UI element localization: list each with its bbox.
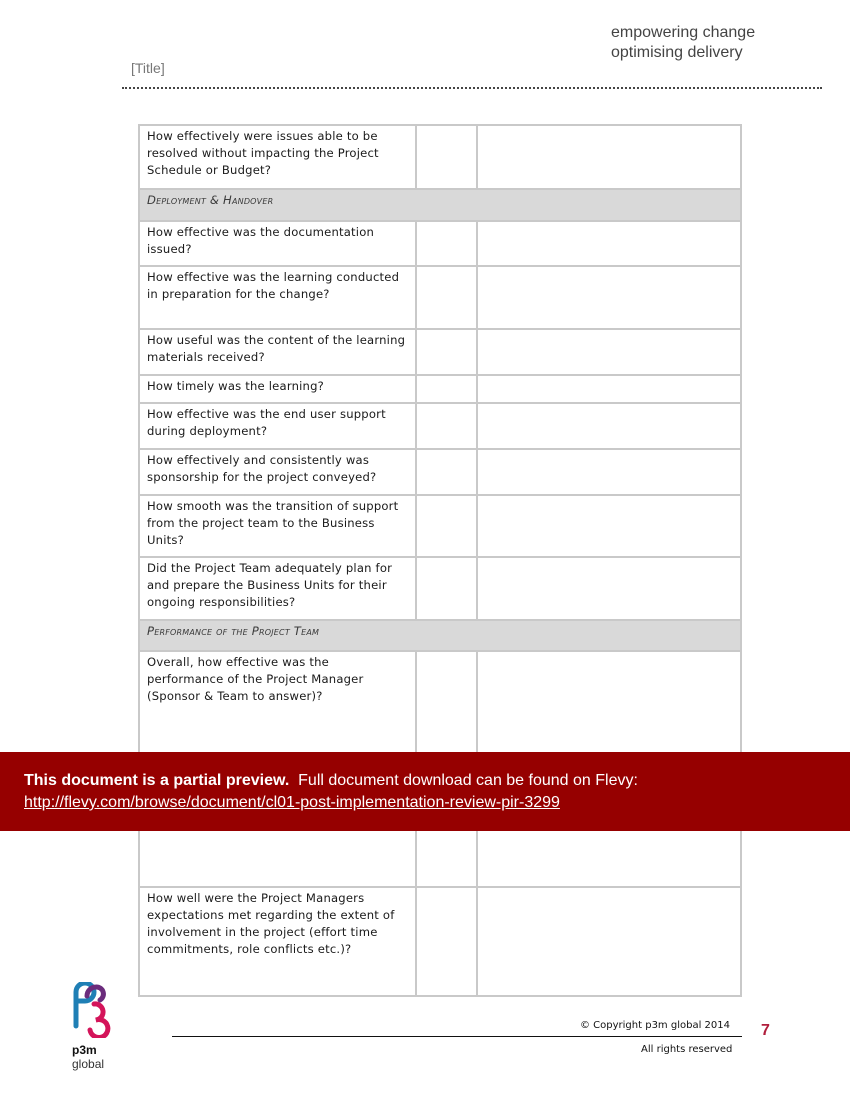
question-text: Did the Project Team adequately plan for and prepare the Business Units for their ongoing responsibilities? — [139, 557, 416, 620]
question-text: How effective was the documentation issued? — [139, 221, 416, 266]
question-row — [139, 449, 741, 495]
tagline-line-1: empowering change — [611, 24, 756, 41]
section-header-row — [139, 620, 741, 651]
question-text: Overall, how effective was the performance of the Project Manager (Sponsor & Team to answer)? — [139, 651, 416, 887]
comments-cell[interactable] — [477, 557, 741, 620]
question-row — [139, 403, 741, 449]
question-text: How effective was the learning conducted in preparation for the change? — [139, 266, 416, 329]
question-row — [139, 557, 741, 620]
review-table-body — [139, 125, 741, 996]
preview-download-link[interactable]: http://flevy.com/browse/document/cl01-post-implementation-review-pir-3299 — [24, 794, 560, 811]
preview-banner-message — [24, 772, 638, 790]
header-divider — [122, 87, 822, 89]
question-text: How effectively were issues able to be resolved without impacting the Project Schedule or Budget? — [139, 125, 416, 189]
document-title: [Title] — [131, 60, 165, 76]
rating-cell[interactable] — [416, 221, 477, 266]
page-number: 7 — [761, 1022, 770, 1039]
p3m-logo-icon — [70, 982, 118, 1038]
copyright-text: © Copyright p3m global 2014 — [580, 1020, 730, 1031]
comments-cell[interactable] — [477, 403, 741, 449]
question-row — [139, 329, 741, 375]
question-row — [139, 125, 741, 189]
section-header: Performance of the Project Team — [139, 620, 741, 651]
comments-cell[interactable] — [477, 887, 741, 996]
rating-cell[interactable] — [416, 266, 477, 329]
rating-cell[interactable] — [416, 403, 477, 449]
rights-text: All rights reserved — [641, 1044, 733, 1055]
section-header: Deployment & Handover — [139, 189, 741, 221]
comments-cell[interactable] — [477, 221, 741, 266]
brand-name: p3m — [72, 1043, 97, 1057]
question-row — [139, 495, 741, 557]
comments-cell[interactable] — [477, 266, 741, 329]
question-text: How timely was the learning? — [139, 375, 416, 403]
rating-cell[interactable] — [416, 495, 477, 557]
question-row — [139, 221, 741, 266]
tagline-line-2: optimising delivery — [611, 44, 743, 61]
rating-cell[interactable] — [416, 557, 477, 620]
footer-divider — [172, 1036, 742, 1037]
rating-cell[interactable] — [416, 887, 477, 996]
preview-banner-bold: This document is a partial preview. — [24, 772, 290, 789]
preview-banner — [0, 752, 850, 831]
brand-subtitle: global — [72, 1057, 105, 1071]
question-row — [139, 887, 741, 996]
review-table — [138, 124, 742, 997]
rating-cell[interactable] — [416, 449, 477, 495]
comments-cell[interactable] — [477, 449, 741, 495]
question-text: How effectively and consistently was sponsorship for the project conveyed? — [139, 449, 416, 495]
question-text: How effective was the end user support during deployment? — [139, 403, 416, 449]
question-row — [139, 266, 741, 329]
comments-cell[interactable] — [477, 375, 741, 403]
tagline — [611, 23, 755, 63]
rating-cell[interactable] — [416, 375, 477, 403]
rating-cell[interactable] — [416, 329, 477, 375]
comments-cell[interactable] — [477, 329, 741, 375]
comments-cell[interactable] — [477, 125, 741, 189]
rating-cell[interactable] — [416, 125, 477, 189]
comments-cell[interactable] — [477, 495, 741, 557]
question-text: How well were the Project Managers expectations met regarding the extent of involvement in the project (effort time commitments, role conflicts etc.)? — [139, 887, 416, 996]
preview-banner-text: Full document download can be found on Flevy: — [298, 772, 638, 789]
question-row — [139, 375, 741, 403]
question-text: How useful was the content of the learning materials received? — [139, 329, 416, 375]
section-header-row — [139, 189, 741, 221]
question-text: How smooth was the transition of support from the project team to the Business Units? — [139, 495, 416, 557]
